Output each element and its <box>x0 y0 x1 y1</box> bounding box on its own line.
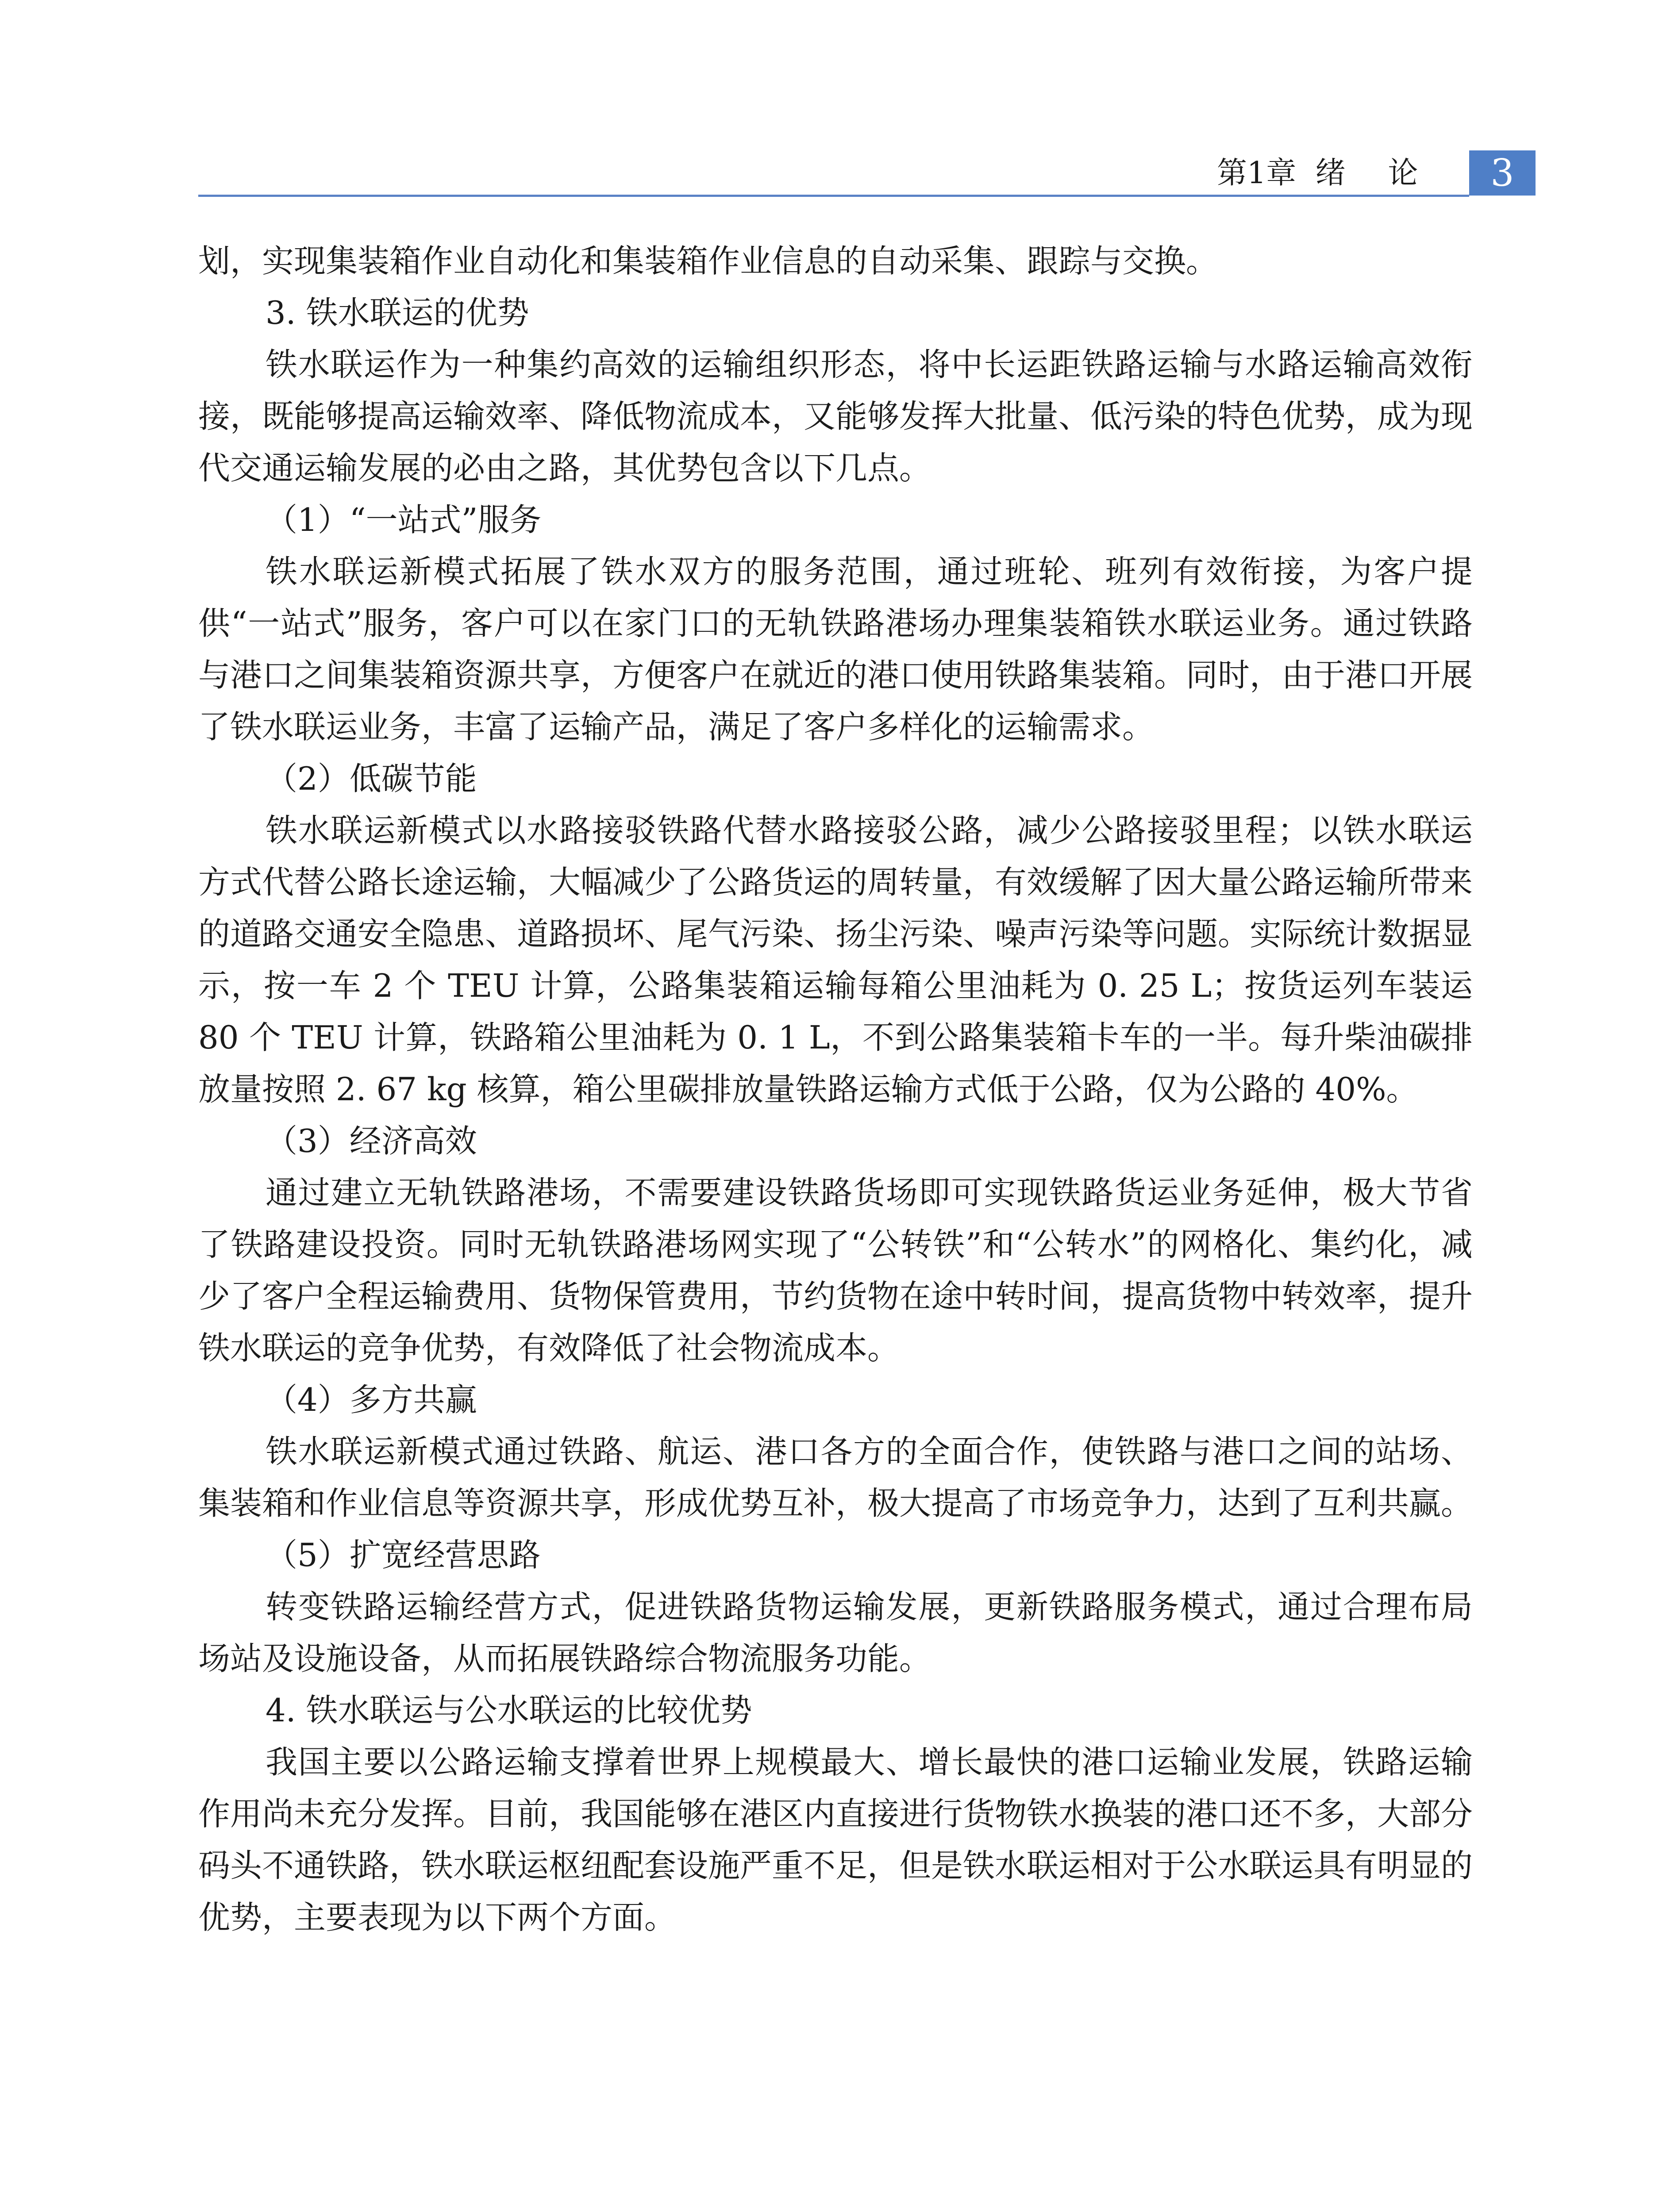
body-text <box>198 235 1473 1943</box>
section-heading: 3. 铁水联运的优势 <box>266 294 529 331</box>
subsection-heading: （5）扩宽经营思路 <box>266 1536 541 1574</box>
paragraph: 划，实现集装箱作业自动化和集装箱作业信息的自动采集、跟踪与交换。 <box>198 242 1218 280</box>
page-number: 3 <box>1469 150 1536 196</box>
subsection-heading: （4）多方共赢 <box>266 1381 477 1418</box>
paragraph: 通过建立无轨铁路港场，不需要建设铁路货场即可实现铁路货运业务延伸，极大节省了铁路建设投资。同时无轨铁路港场网实现了“公转铁”和“公转水”的网格化、集约化，减少了客户全程运输费用、货物保管费用，节约货物在途中转时间，提高货物中转效率，提升铁水联运的竞争优势，有效降低了社会物流成本。 <box>198 1174 1473 1367</box>
subsection-heading: （1）“一站式”服务 <box>266 501 542 538</box>
subsection-heading: （2）低碳节能 <box>266 760 477 797</box>
paragraph: 铁水联运新模式通过铁路、航运、港口各方的全面合作，使铁路与港口之间的站场、集装箱和作业信息等资源共享，形成优势互补，极大提高了市场竞争力，达到了互利共赢。 <box>198 1433 1473 1522</box>
subsection-heading: （3）经济高效 <box>266 1122 477 1160</box>
paragraph: 我国主要以公路运输支撑着世界上规模最大、增长最快的港口运输业发展，铁路运输作用尚未充分发挥。目前，我国能够在港区内直接进行货物铁水换装的港口还不多，大部分码头不通铁路，铁水联运枢纽配套设施严重不足，但是铁水联运相对于公水联运具有明显的优势，主要表现为以下两个方面。 <box>198 1743 1473 1936</box>
paragraph: 铁水联运新模式以水路接驳铁路代替水路接驳公路，减少公路接驳里程；以铁水联运方式代替公路长途运输，大幅减少了公路货运的周转量，有效缓解了因大量公路运输所带来的道路交通安全隐患、道路损坏、尾气污染、扬尘污染、噪声污染等问题。实际统计数据显示，按一车 2 个 TEU 计算，公路集装箱运输每箱公里油耗为 0. 25 L；按货运列车装运 80 个 TEU 计算，铁路箱公里油耗为 0. 1 L，不到公路集装箱卡车的一半。每升柴油碳排放量按照 2. 67 kg 核算，箱公里碳排放量铁路运输方式低于公路，仅为公路的 40%。 <box>198 812 1473 1108</box>
paragraph: 铁水联运新模式拓展了铁水双方的服务范围，通过班轮、班列有效衔接，为客户提供“一站式”服务，客户可以在家门口的无轨铁路港场办理集装箱铁水联运业务。通过铁路与港口之间集装箱资源共享，方便客户在就近的港口使用铁路集装箱。同时，由于港口开展了铁水联运业务，丰富了运输产品，满足了客户多样化的运输需求。 <box>198 553 1473 745</box>
paragraph: 铁水联运作为一种集约高效的运输组织形态，将中长运距铁路运输与水路运输高效衔接，既能够提高运输效率、降低物流成本，又能够发挥大批量、低污染的特色优势，成为现代交通运输发展的必由之路，其优势包含以下几点。 <box>198 346 1473 487</box>
chapter-number: 第1章 <box>1217 156 1297 191</box>
running-head <box>1217 156 1461 191</box>
section-heading: 4. 铁水联运与公水联运的比较优势 <box>266 1692 752 1729</box>
chapter-title: 绪论 <box>1315 156 1461 191</box>
header-divider <box>198 195 1469 197</box>
paragraph: 转变铁路运输经营方式，促进铁路货物运输发展，更新铁路服务模式，通过合理布局场站及设施设备，从而拓展铁路综合物流服务功能。 <box>198 1588 1473 1677</box>
